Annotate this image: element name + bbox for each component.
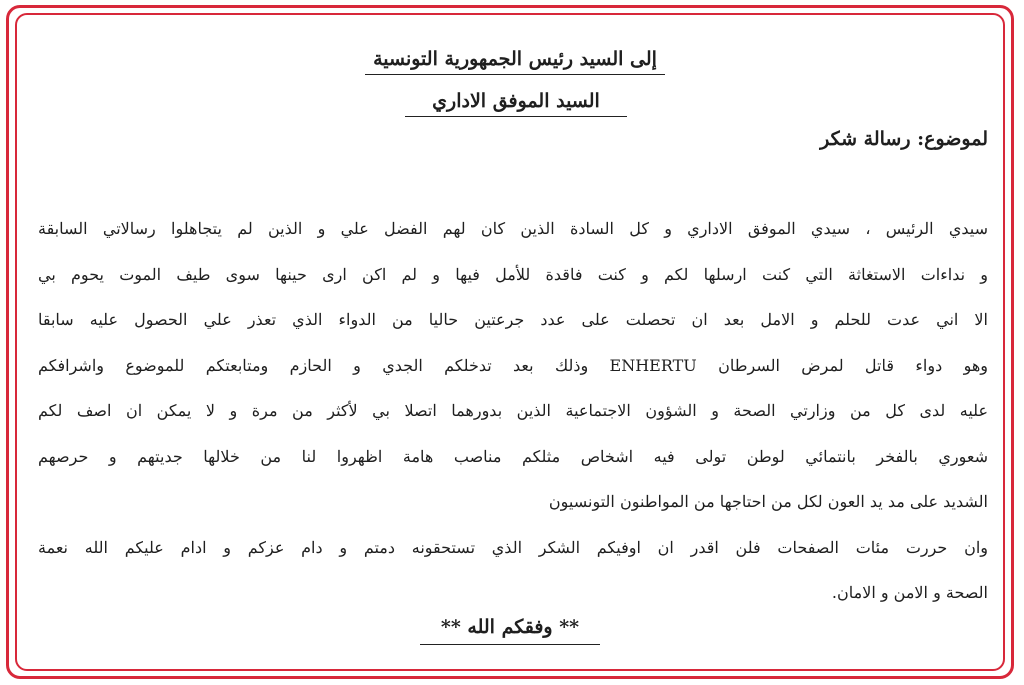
official-heading: السيد الموفق الاداري [405, 90, 627, 117]
body-line: سيدي الرئيس ، سيدي الموفق الاداري و كل السادة الذين كان لهم الفضل علي و الذين لم يتجاهلوا رسالاتي السابقة [38, 219, 988, 238]
subject-line: لموضوع: رسالة شكر [820, 128, 988, 150]
body-line: عليه لدى كل من وزارتي الصحة و الشؤون الاجتماعية الذين بدورهما اتصلا بي لأكثر من مرة و لا يمكن ان اصف لكم [38, 401, 988, 420]
letter-body [38, 214, 988, 624]
body-line: و نداءات الاستغاثة التي كنت ارسلها لكم و كنت فاقدة للأمل فيها و لم اكن ارى حينها سوى طيف الموت يحوم بي [38, 264, 988, 284]
closing-signoff: ** وفقكم الله ** [420, 616, 600, 645]
letter-document [20, 18, 1000, 668]
body-line: الا اني عدت للحلم و الامل بعد ان تحصلت على عدد جرعتين حاليا من الدواء الذي تعذر علي الحصول عليه سابقا [38, 310, 988, 329]
body-line: الشديد على مد يد العون لكل من احتاجها من المواطنون التونسيون [548, 492, 988, 511]
body-line: شعوري بالفخر بانتمائي لوطن تولى فيه اشخاص مثلكم مناصب هامة اظهروا لنا من خلالها جديتهم و حرصهم [38, 446, 988, 466]
recipient-heading: إلى السيد رئيس الجمهورية التونسية [365, 48, 665, 75]
body-line: وهو دواء قاتل لمرض السرطان ENHERTU وذلك بعد تدخلكم الجدي و الحازم ومتابعتكم للموضوع واشرافكم [38, 355, 988, 375]
body-line: وان حررت مئات الصفحات فلن اقدر ان اوفيكم الشكر الذي تستحقونه دمتم و دام عزكم و ادام عليكم الله نعمة [38, 537, 988, 557]
body-line: الصحة و الامن و الامان. [831, 583, 988, 602]
